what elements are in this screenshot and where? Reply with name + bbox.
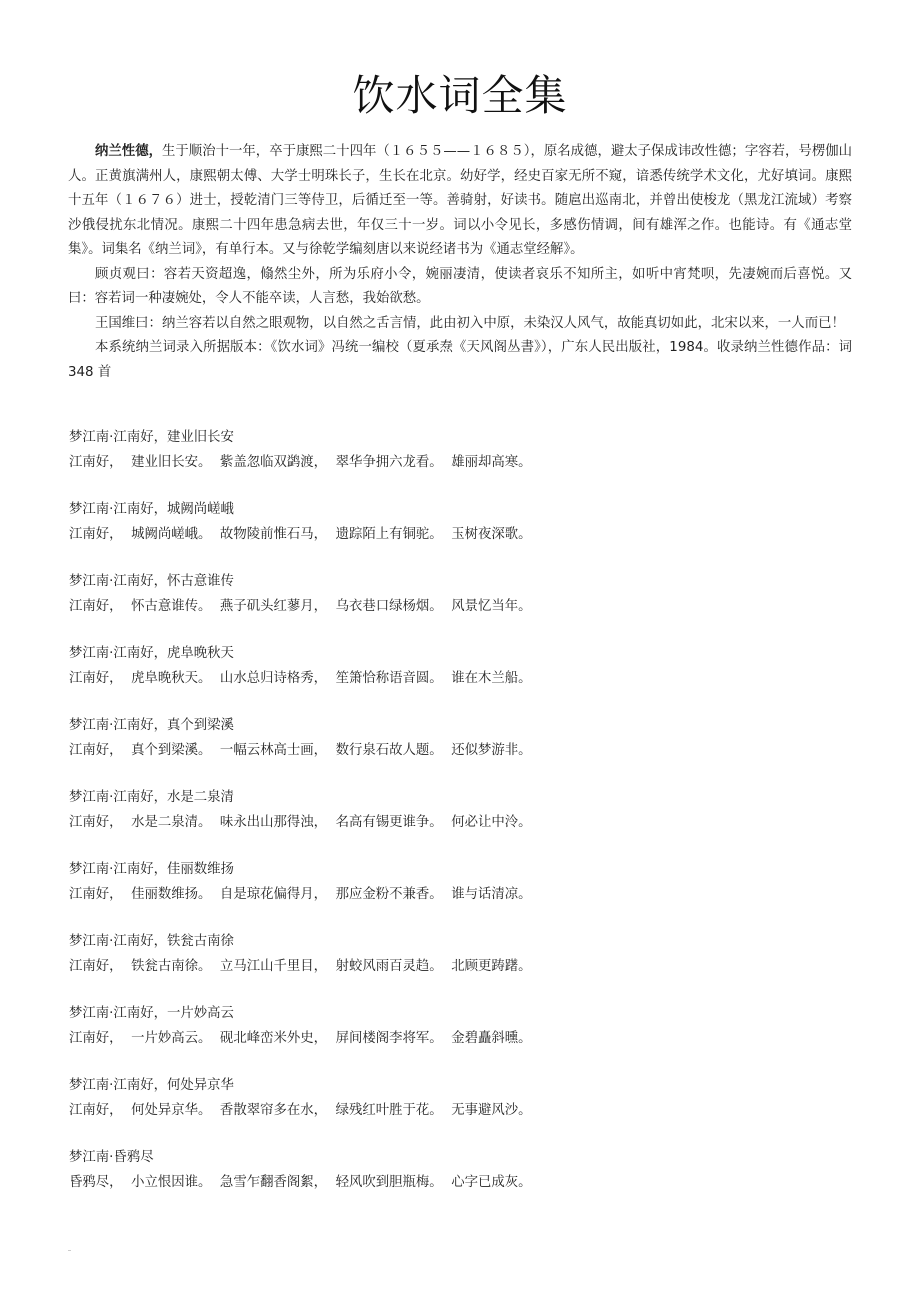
poem-title: 梦江南·江南好，水是二泉清 (69, 790, 234, 805)
poem-body: 江南好， 真个到梁溪。 一幅云林高士画， 数行泉石故人题。 还似梦游非。 (69, 742, 532, 758)
poem-title: 梦江南·江南好，建业旧长安 (69, 430, 234, 445)
intro-section (68, 140, 852, 385)
poem-entry (69, 786, 869, 858)
poem-body: 昏鸦尽， 小立恨因谁。 急雪乍翻香阁絮， 轻风吹到胆瓶梅。 心字已成灰。 (69, 1174, 532, 1190)
poem-entry (69, 1146, 869, 1218)
poem-title: 梦江南·江南好，怀古意谁传 (69, 574, 234, 589)
poem-body: 江南好， 佳丽数维扬。 自是琼花偏得月， 那应金粉不兼香。 谁与话清凉。 (69, 886, 532, 902)
poem-body: 江南好， 何处异京华。 香散翠帘多在水， 绿残红叶胜于花。 无事避风沙。 (69, 1102, 532, 1118)
poem-title: 梦江南·江南好，一片妙高云 (69, 1006, 234, 1021)
poem-body: 江南好， 水是二泉清。 味永出山那得浊， 名高有锡更谁争。 何必让中泠。 (69, 814, 532, 830)
author-name: 纳兰性德， (95, 144, 162, 159)
biography-text: 生于顺治十一年，卒于康熙二十四年（１６５５——１６８５），原名成德，避太子保成讳改性德；字容若，号楞伽山人。正黄旗满州人，康熙朝太傅、大学士明珠长子，生长在北京。幼好学，经史百家无所不窥，谙悉传统学术文化，尤好填词。康熙十五年（１６７６）进士，授乾清门三等侍卫，后循迁至一等。善骑射，好读书。随扈出巡南北，并曾出使梭龙（黑龙江流域）考察沙俄侵扰东北情况。康熙二十四年患急病去世，年仅三十一岁。词以小令见长，多感伤情调，间有雄浑之作。也能诗。有《通志堂集》。词集名《纳兰词》，有单行本。又与徐乾学编刻唐以来说经诸书为《通志堂经解》。 (68, 144, 853, 257)
poem-title: 梦江南·昏鸦尽 (69, 1150, 154, 1165)
intro-paragraph-wang-guowei: 王国维曰：纳兰容若以自然之眼观物，以自然之舌言情，此由初入中原，未染汉人风气，故能真切如此，北宋以来，一人而已！ (95, 315, 845, 331)
poem-entry (69, 714, 869, 786)
poem-entry (69, 642, 869, 714)
poem-body: 江南好， 城阙尚嵯峨。 故物陵前惟石马， 遗踪陌上有铜驼。 玉树夜深歌。 (69, 526, 532, 542)
poem-body: 江南好， 一片妙高云。 砚北峰峦米外史， 屏间楼阁李将军。 金碧矗斜曛。 (69, 1030, 532, 1046)
poem-title: 梦江南·江南好，佳丽数维扬 (69, 862, 234, 877)
poem-body: 江南好， 虎阜晚秋天。 山水总归诗格秀， 笙箫恰称语音圆。 谁在木兰船。 (69, 670, 532, 686)
poem-list (69, 426, 869, 1218)
intro-paragraph-source-edition: 本系统纳兰词录入所据版本：《饮水词》冯统一编校（夏承焘《天风阁丛書》），广东人民出版社，1984。收录纳兰性德作品：词 348 首 (68, 340, 852, 380)
poem-entry (69, 1074, 869, 1146)
page-title: 饮水词全集 (352, 71, 568, 120)
poem-entry (69, 570, 869, 642)
intro-paragraph-gu-zhenguan: 顾贞观曰：容若天资超逸，翛然尘外，所为乐府小令，婉丽凄清，使读者哀乐不知所主，如听中宵梵呗，先凄婉而后喜悦。又曰：容若词一种凄婉处，令人不能卒读，人言愁，我始欲愁。 (68, 266, 852, 306)
poem-entry (69, 426, 869, 498)
poem-body: 江南好， 怀古意谁传。 燕子矶头红蓼月， 乌衣巷口绿杨烟。 风景忆当年。 (69, 598, 532, 614)
intro-paragraph-biography (68, 140, 852, 263)
poem-title: 梦江南·江南好，城阙尚嵯峨 (69, 502, 234, 517)
poem-entry (69, 930, 869, 1002)
poem-entry (69, 858, 869, 930)
poem-entry (69, 1002, 869, 1074)
poem-title: 梦江南·江南好，真个到梁溪 (69, 718, 234, 733)
poem-body: 江南好， 铁瓮古南徐。 立马江山千里目， 射蛟风雨百灵趋。 北顾更踌躇。 (69, 958, 532, 974)
poem-body: 江南好， 建业旧长安。 紫盖忽临双鹢渡， 翠华争拥六龙看。 雄丽却高寒。 (69, 454, 532, 470)
poem-title: 梦江南·江南好，铁瓮古南徐 (69, 934, 234, 949)
poem-title: 梦江南·江南好，虎阜晚秋天 (69, 646, 234, 661)
poem-title: 梦江南·江南好，何处异京华 (69, 1078, 234, 1093)
page-mark (68, 1250, 71, 1251)
poem-entry (69, 498, 869, 570)
